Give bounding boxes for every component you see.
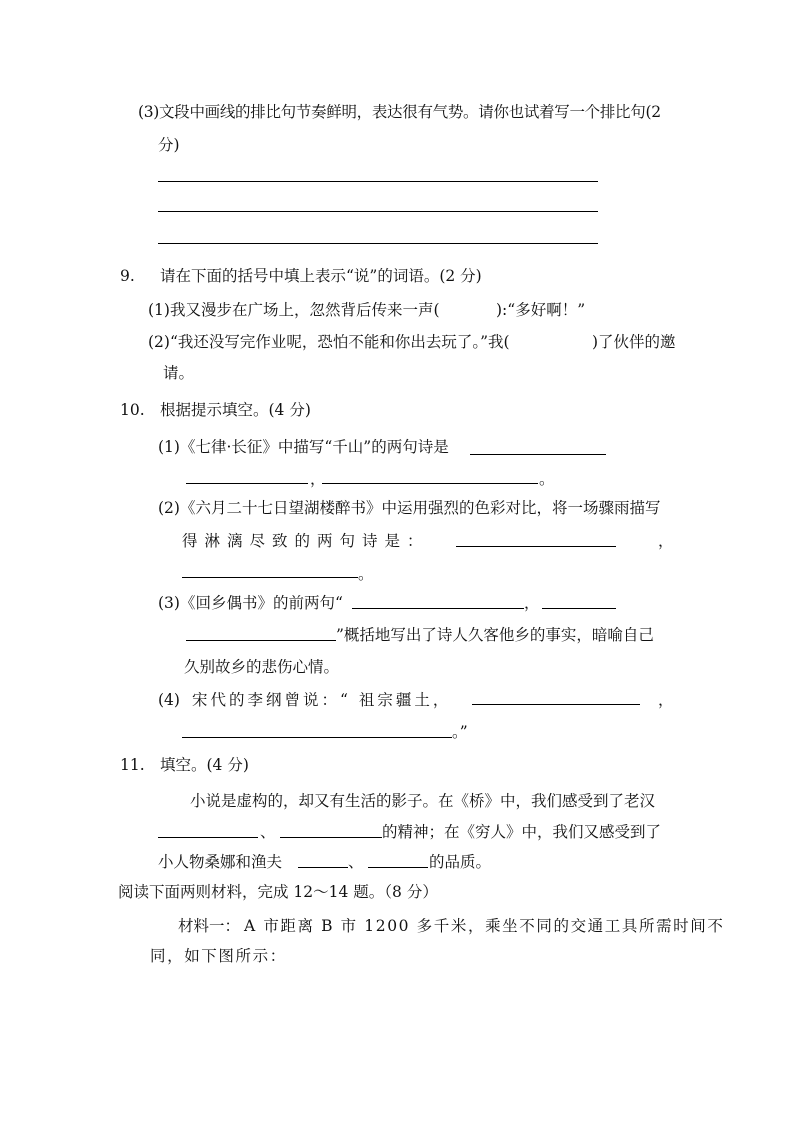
q11-line3-sep: 、 <box>348 853 364 871</box>
q10-item3-b: ”概括地写出了诗人久客他乡的事实，暗喻自己 <box>336 626 654 644</box>
q9-item2-a: (2)“我还没写完作业呢，恐怕不能和你出去玩了。”我( <box>148 333 510 351</box>
q9-item1-b: ):“多好啊！” <box>496 301 586 319</box>
q10-item4-comma: ， <box>658 691 674 709</box>
material-line1: A 市距离 B 市 1200 多千米，乘坐不同的交通工具所需时间不 <box>244 917 725 935</box>
q11-blank3[interactable] <box>298 867 348 868</box>
q10-item1-end: 。 <box>539 470 555 488</box>
q11-line2-end: 的精神；在《穷人》中，我们又感受到了 <box>382 823 662 841</box>
q8-3-line1: (3)文段中画线的排比句节奏鲜明，表达很有气势。请你也试着写一个排比句(2 <box>138 103 661 121</box>
q10-item3-comma: ， <box>524 594 540 612</box>
q9-item1-a: (1)我又漫步在广场上，忽然背后传来一声( <box>148 301 440 319</box>
answer-line-3[interactable] <box>158 243 598 244</box>
q10-item4-num: (4) <box>158 691 180 709</box>
q10-item2-b: 得淋漓尽致的两句诗是： <box>182 532 430 550</box>
q10-item2-comma: ， <box>658 532 674 550</box>
q9-number: 9. <box>120 267 135 285</box>
q11-blank4[interactable] <box>368 867 428 868</box>
answer-line-2[interactable] <box>158 211 598 212</box>
q10-item2-end: 。 <box>358 565 374 583</box>
q10-item4-end: 。” <box>452 723 468 741</box>
q10-item1-comma: ， <box>310 470 326 488</box>
q9-item2-c: 请。 <box>163 364 195 382</box>
q10-item3-blank2[interactable] <box>542 608 616 609</box>
q11-blank1[interactable] <box>158 837 258 838</box>
q10-stem: 根据提示填空。(4 分) <box>160 401 311 419</box>
q11-stem: 填空。(4 分) <box>160 756 249 774</box>
q10-item1-blank1[interactable] <box>470 454 606 455</box>
q10-item4-blank1[interactable] <box>472 704 640 705</box>
q10-item3-c: 久别故乡的悲伤心情。 <box>184 658 340 676</box>
answer-line-1[interactable] <box>158 181 598 182</box>
material-line2: 同，如下图所示： <box>150 947 287 965</box>
q11-line2-sep: 、 <box>260 823 276 841</box>
q10-item4-blank2[interactable] <box>182 737 452 738</box>
q10-item1-blank3[interactable] <box>322 483 538 484</box>
material-label: 材料一： <box>178 917 241 935</box>
q10-item2-a: (2)《六月二十七日望湖楼醉书》中运用强烈的色彩对比，将一场骤雨描写 <box>158 499 661 517</box>
q11-line3-a: 小人物桑娜和渔夫 <box>158 853 283 871</box>
q8-3-line2: 分) <box>158 136 180 154</box>
q10-item1-blank2[interactable] <box>186 483 308 484</box>
q11-line3-end: 的品质。 <box>429 853 492 871</box>
q11-number: 11. <box>120 756 145 774</box>
q9-stem: 请在下面的括号中填上表示“说”的词语。(2 分) <box>160 267 482 285</box>
q10-item3-a: (3)《回乡偶书》的前两句“ <box>158 594 343 612</box>
q10-item2-blank1[interactable] <box>456 546 616 547</box>
q9-item2-b: )了伙伴的邀 <box>592 333 676 351</box>
q10-item2-blank2[interactable] <box>182 577 358 578</box>
q10-item3-blank3[interactable] <box>186 640 336 641</box>
q10-item1-a: (1)《七律·长征》中描写“千山”的两句诗是 <box>158 438 449 456</box>
q10-item4-a: 宋代的李纲曾说：“ 祖宗疆土， <box>192 691 452 709</box>
q10-item3-blank1[interactable] <box>352 608 524 609</box>
reading-title: 阅读下面两则材料，完成 12～14 题。（8 分） <box>118 883 438 901</box>
q11-line1: 小说是虚构的，却又有生活的影子。在《桥》中，我们感受到了老汉 <box>190 792 656 810</box>
q11-blank2[interactable] <box>280 837 382 838</box>
q10-number: 10. <box>120 401 145 419</box>
